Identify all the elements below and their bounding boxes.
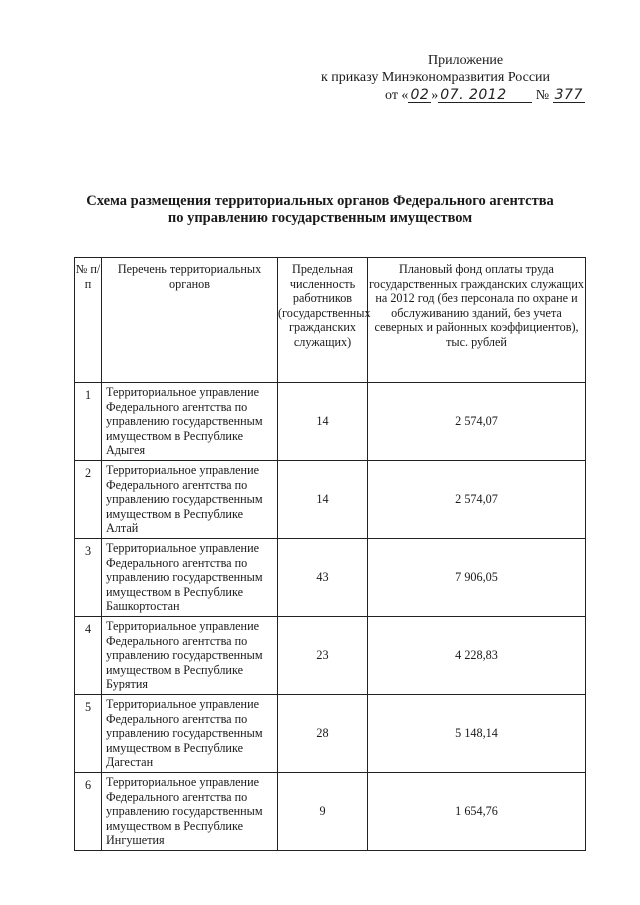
row-organization: Территориальное управление Федерального агентства по управлению государственным имуществом в Республике Дагестан <box>102 695 278 773</box>
handwritten-month-year: 07. 2012 <box>438 88 532 103</box>
appendix-label: Приложение <box>428 53 504 68</box>
row-fund: 4 228,83 <box>368 617 586 695</box>
title-line-1: Схема размещения территориальных органов Федерального агентства <box>86 193 554 209</box>
row-fund: 5 148,14 <box>368 695 586 773</box>
territorial-bodies-table <box>74 257 586 851</box>
header-bodies-list: Перечень территориальных органов <box>102 258 278 383</box>
row-number: 5 <box>75 695 102 773</box>
row-workers: 43 <box>278 539 368 617</box>
row-number: 6 <box>75 773 102 851</box>
document-title <box>70 193 570 227</box>
row-workers: 23 <box>278 617 368 695</box>
handwritten-order-number: 377 <box>554 87 583 103</box>
header-payroll-fund: Плановый фонд оплаты труда государственных гражданских служащих на 2012 год (без персонала по охране и обслуживанию зданий, без учета северных и районных коэффициентов), тыс. рублей <box>368 258 586 383</box>
row-number: 3 <box>75 539 102 617</box>
title-line-2: по управлению государственным имуществом <box>167 210 473 226</box>
table-row <box>75 695 586 773</box>
order-date-number <box>385 87 585 104</box>
row-workers: 14 <box>278 461 368 539</box>
date-quote-close: » <box>431 88 439 103</box>
row-fund: 1 654,76 <box>368 773 586 851</box>
row-organization: Территориальное управление Федерального агентства по управлению государственным имуществом в Республике Бурятия <box>102 617 278 695</box>
row-organization: Территориальное управление Федерального агентства по управлению государственным имуществом в Республике Ингушетия <box>102 773 278 851</box>
row-number: 1 <box>75 383 102 461</box>
table-row <box>75 617 586 695</box>
handwritten-day: 02 <box>410 87 430 103</box>
row-fund: 2 574,07 <box>368 383 586 461</box>
row-fund: 2 574,07 <box>368 461 586 539</box>
date-prefix: от « <box>385 88 409 103</box>
order-reference: к приказу Минэкономразвития России <box>321 70 551 85</box>
table-header-row <box>75 258 586 383</box>
table-row <box>75 539 586 617</box>
appendix-header <box>0 52 640 112</box>
row-workers: 28 <box>278 695 368 773</box>
header-number: № п/п <box>75 258 102 383</box>
row-workers: 9 <box>278 773 368 851</box>
row-organization: Территориальное управление Федерального агентства по управлению государственным имуществом в Республике Алтай <box>102 461 278 539</box>
row-fund: 7 906,05 <box>368 539 586 617</box>
table-row <box>75 461 586 539</box>
row-organization: Территориальное управление Федерального агентства по управлению государственным имуществом в Республике Башкортостан <box>102 539 278 617</box>
number-sign: № <box>535 88 550 103</box>
table-row <box>75 383 586 461</box>
row-workers: 14 <box>278 383 368 461</box>
row-number: 4 <box>75 617 102 695</box>
header-workers-limit: Предельная численность работников (государственных гражданских служащих) <box>278 258 368 383</box>
row-number: 2 <box>75 461 102 539</box>
table-row <box>75 773 586 851</box>
row-organization: Территориальное управление Федерального агентства по управлению государственным имуществом в Республике Адыгея <box>102 383 278 461</box>
